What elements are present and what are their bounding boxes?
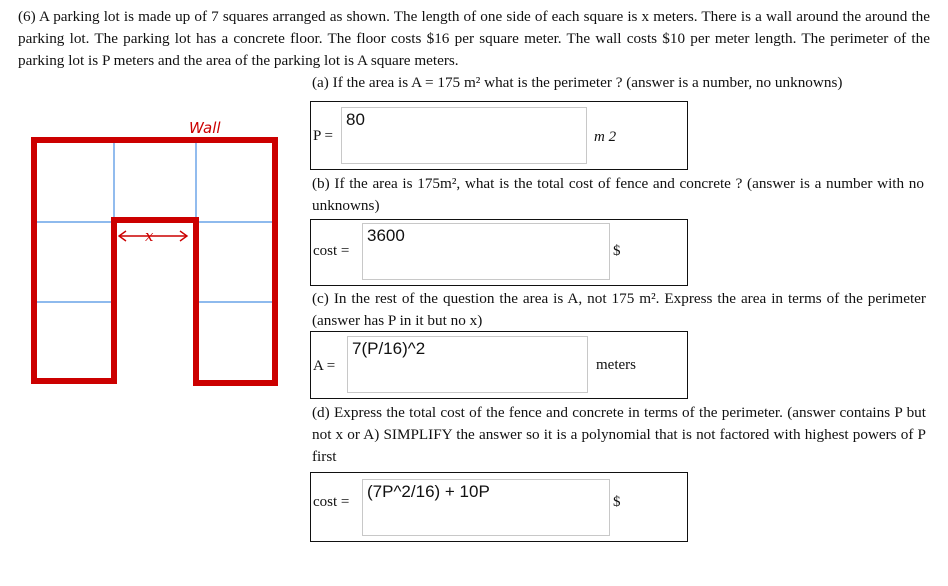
part-a-prompt: (a) If the area is A = 175 m² what is the perimeter ? (answer is a number, no unknowns) [312, 74, 843, 91]
part-c-suffix: meters [596, 357, 636, 373]
part-b-suffix: $ [613, 243, 621, 259]
part-a-prefix: P = [313, 128, 333, 144]
part-a-answer-input[interactable]: 80 [341, 107, 587, 164]
x-label: x [145, 227, 154, 245]
part-b-prompt: (b) If the area is 175m², what is the total cost of fence and concrete ? (answer is a number with no unknowns) [312, 175, 924, 214]
problem-statement: (6) A parking lot is made up of 7 squares arranged as shown. The length of one side of each square is x meters. There is a wall around the around the parking lot. The parking lot has a concrete floor. The floor costs $16 per square meter. The wall costs $10 per meter length. The perimeter of the parking lot is P meters and the area of the parking lot is A square meters. [18, 8, 930, 69]
wall-outline [34, 140, 275, 383]
part-c-prompt: (c) In the rest of the question the area is A, not 175 m². Express the area in terms of the perimeter (answer has P in it but no x) [312, 290, 926, 329]
part-d-prefix: cost = [313, 494, 350, 510]
part-a-suffix: m 2 [594, 129, 617, 145]
parking-lot-diagram [0, 0, 300, 400]
part-b-prefix: cost = [313, 243, 350, 259]
part-d-prompt: (d) Express the total cost of the fence and concrete in terms of the perimeter. (answer contains P but not x or A) SIMPLIFY the answer so it is a polynomial that is not factored with highest powers of P first [312, 404, 926, 465]
part-d-suffix: $ [613, 494, 621, 510]
part-d-answer-input[interactable]: (7P^2/16) + 10P [362, 479, 610, 536]
part-c-answer-input[interactable]: 7(P/16)^2 [347, 336, 588, 393]
wall-label: Wall [189, 119, 221, 137]
part-c-prefix: A = [313, 358, 336, 374]
part-b-answer-input[interactable]: 3600 [362, 223, 610, 280]
